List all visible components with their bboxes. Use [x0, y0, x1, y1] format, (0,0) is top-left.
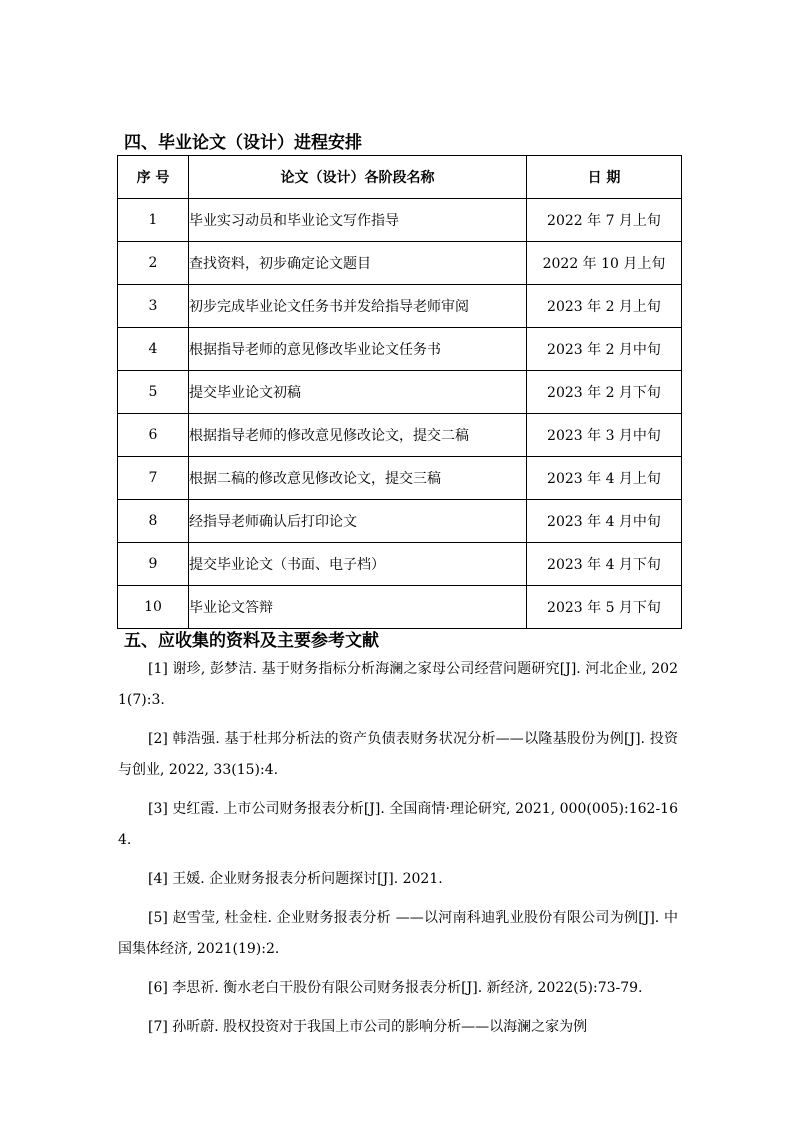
row-stage: 初步完成毕业论文任务书并发给指导老师审阅 — [189, 285, 527, 328]
row-date: 2023 年 2 月上旬 — [527, 285, 682, 328]
reference-item: [6] 李思祈. 衡水老白干股份有限公司财务报表分析[J]. 新经济, 2022(5):73-79. — [148, 980, 643, 996]
row-stage: 根据指导老师的修改意见修改论文，提交二稿 — [189, 414, 527, 457]
header-no: 序 号 — [118, 156, 189, 199]
reference-item: [2] 韩浩强. 基于杜邦分析法的资产负债表财务状况分析——以隆基股份为例[J]. 投资与创业, 2022, 33(15):4. — [118, 731, 678, 778]
row-stage: 根据指导老师的意见修改毕业论文任务书 — [189, 328, 527, 371]
reference-list — [118, 654, 678, 1051]
row-stage: 提交毕业论文（书面、电子档） — [189, 543, 527, 586]
row-date: 2023 年 2 月下旬 — [527, 371, 682, 414]
row-stage: 提交毕业论文初稿 — [189, 371, 527, 414]
row-stage: 根据二稿的修改意见修改论文，提交三稿 — [189, 457, 527, 500]
reference-item: [5] 赵雪莹, 杜金柱. 企业财务报表分析 ——以河南科迪乳业股份有限公司为例[J]. 中国集体经济, 2021(19):2. — [118, 910, 678, 957]
row-date: 2023 年 4 月上旬 — [527, 457, 682, 500]
table-row — [118, 371, 682, 414]
table-header-row — [118, 156, 682, 199]
row-date: 2023 年 4 月中旬 — [527, 500, 682, 543]
table-row — [118, 457, 682, 500]
row-no: 8 — [118, 500, 189, 543]
row-no: 9 — [118, 543, 189, 586]
row-date: 2023 年 5 月下旬 — [527, 586, 682, 629]
table-row — [118, 414, 682, 457]
row-no: 2 — [118, 242, 189, 285]
reference-item: [3] 史红霞. 上市公司财务报表分析[J]. 全国商情·理论研究, 2021, 000(005):162-164. — [118, 801, 678, 848]
row-no: 7 — [118, 457, 189, 500]
table-row — [118, 285, 682, 328]
table-row — [118, 500, 682, 543]
row-date: 2022 年 7 月上旬 — [527, 199, 682, 242]
row-date: 2023 年 2 月中旬 — [527, 328, 682, 371]
row-no: 5 — [118, 371, 189, 414]
schedule-table — [117, 155, 682, 629]
section-4-title: 四、毕业论文（设计）进程安排 — [124, 133, 362, 153]
header-date: 日 期 — [527, 156, 682, 199]
row-date: 2023 年 4 月下旬 — [527, 543, 682, 586]
row-stage: 经指导老师确认后打印论文 — [189, 500, 527, 543]
row-stage: 毕业论文答辩 — [189, 586, 527, 629]
table-row — [118, 199, 682, 242]
reference-item: [4] 王媛. 企业财务报表分析问题探讨[J]. 2021. — [148, 871, 443, 887]
row-stage: 查找资料，初步确定论文题目 — [189, 242, 527, 285]
row-no: 6 — [118, 414, 189, 457]
table-row — [118, 328, 682, 371]
row-date: 2023 年 3 月中旬 — [527, 414, 682, 457]
header-stage: 论文（设计）各阶段名称 — [189, 156, 527, 199]
row-no: 4 — [118, 328, 189, 371]
row-no: 10 — [118, 586, 189, 629]
section-5-title: 五、应收集的资料及主要参考文献 — [124, 631, 379, 651]
row-date: 2022 年 10 月上旬 — [527, 242, 682, 285]
table-row — [118, 242, 682, 285]
reference-item: [1] 谢珍, 彭梦洁. 基于财务指标分析海澜之家母公司经营问题研究[J]. 河北企业, 2021(7):3. — [118, 661, 678, 708]
row-no: 1 — [118, 199, 189, 242]
row-stage: 毕业实习动员和毕业论文写作指导 — [189, 199, 527, 242]
reference-item: [7] 孙昕蔚. 股权投资对于我国上市公司的影响分析——以海澜之家为例 — [148, 1019, 588, 1035]
table-row — [118, 543, 682, 586]
row-no: 3 — [118, 285, 189, 328]
table-row — [118, 586, 682, 629]
